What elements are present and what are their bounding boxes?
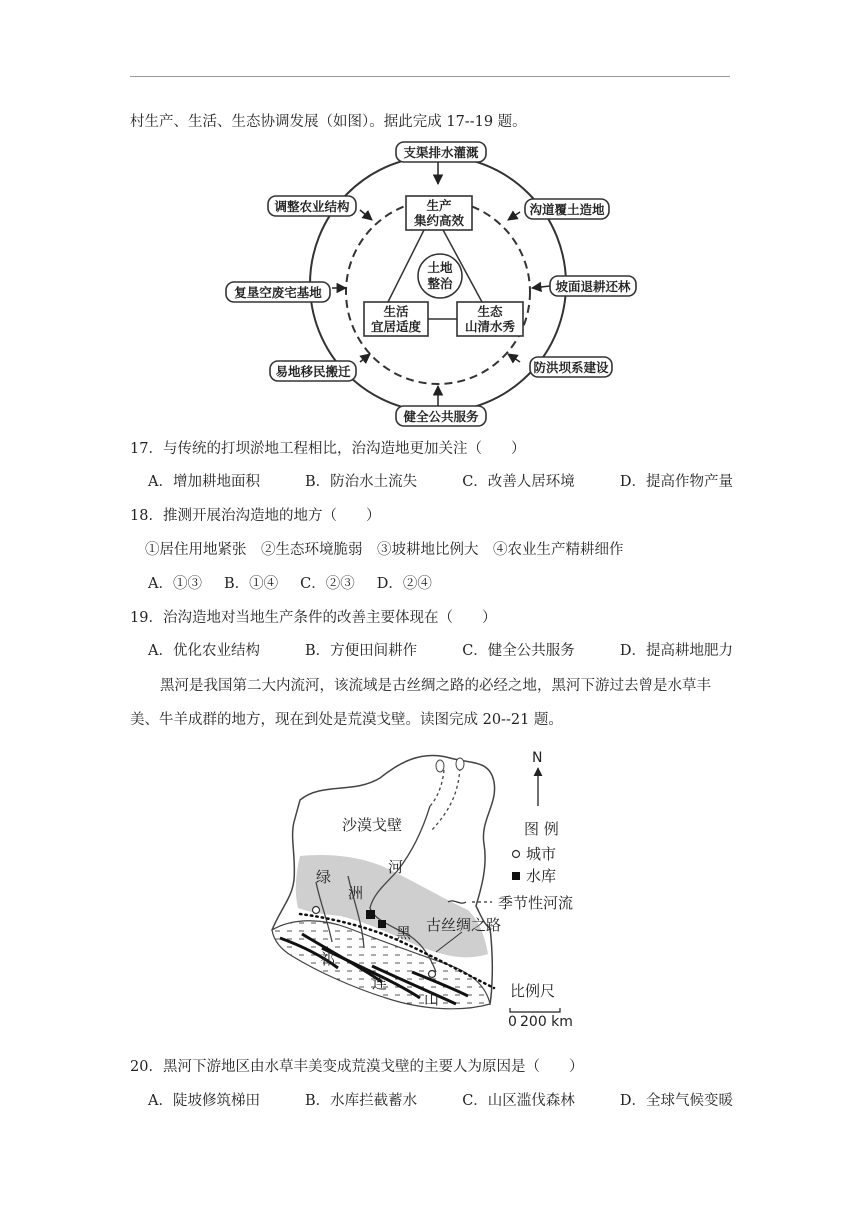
- inner-top-line1: 生产: [426, 198, 452, 213]
- desert-label: 沙漠戈壁: [342, 816, 403, 834]
- scale-zero: 0: [508, 1014, 517, 1030]
- mountain-label-1: 祁: [320, 950, 336, 968]
- mountain-label-3: 山: [424, 990, 440, 1008]
- option-d[interactable]: D．提高耕地肥力: [619, 643, 733, 659]
- reservoir-marker: [366, 910, 375, 919]
- option-d[interactable]: D．全球气候变暖: [619, 1093, 733, 1109]
- outer-left-label: 复垦空废宅基地: [234, 285, 322, 300]
- option-b[interactable]: B．方便田间耕作: [305, 643, 418, 659]
- question-18-statements: ①居住用地紧张 ②生态环境脆弱 ③坡耕地比例大 ④农业生产精耕细作: [145, 542, 624, 558]
- center-label-2: 整治: [427, 276, 453, 291]
- option-b[interactable]: B．水库拦截蓄水: [305, 1093, 418, 1109]
- scale-title: 比例尺: [510, 982, 556, 1000]
- legend-reservoir: 水库: [526, 867, 557, 885]
- question-19-stem: 19．治沟造地对当地生产条件的改善主要体现在（ ）: [130, 610, 497, 626]
- silk-road-label: 古丝绸之路: [426, 916, 502, 934]
- option-b[interactable]: B．防治水土流失: [305, 474, 418, 490]
- inner-right-line1: 生态: [477, 304, 503, 319]
- oasis-label-2: 洲: [348, 884, 364, 902]
- legend-seasonal-river: 季节性河流: [498, 894, 574, 912]
- outer-right-label: 坡面退耕还林: [555, 279, 631, 294]
- inner-top-line2: 集约高效: [413, 213, 465, 228]
- city-marker: [429, 971, 436, 978]
- question-17-options: [148, 472, 733, 492]
- question-18-options: [148, 574, 733, 594]
- outer-lower-left-label: 易地移民搬迁: [275, 364, 351, 379]
- mountain-label-2: 连: [372, 974, 388, 992]
- scale-200km: 200 km: [520, 1014, 573, 1030]
- question-20-options: [148, 1091, 733, 1111]
- center-label-1: 土地: [427, 260, 453, 275]
- option-d[interactable]: D．提高作物产量: [619, 474, 733, 490]
- question-19-options: [148, 641, 733, 661]
- outer-upper-left-label: 调整农业结构: [274, 199, 350, 214]
- option-d[interactable]: D．②④: [376, 576, 432, 592]
- option-c[interactable]: C．山区滥伐森林: [462, 1093, 575, 1109]
- outer-upper-right-label: 沟道覆土造地: [529, 202, 605, 217]
- question-17-stem: 17．与传统的打坝淤地工程相比，治沟造地更加关注（ ）: [130, 441, 526, 457]
- oasis-label-1: 绿: [316, 868, 332, 886]
- river-label-1: 河: [388, 858, 404, 876]
- river-label-2: 黑: [396, 924, 412, 942]
- passage-line-1: 黑河是我国第二大内流河，该流域是古丝绸之路的必经之地，黑河下游过去曾是水草丰: [160, 678, 711, 694]
- outer-bottom-label: 健全公共服务: [403, 409, 479, 424]
- intro-text: 村生产、生活、生态协调发展（如图）。据此完成 17--19 题。: [130, 114, 527, 130]
- legend-title: 图 例: [524, 820, 559, 838]
- city-marker: [313, 907, 320, 914]
- heihe-river-map: [262, 742, 598, 1034]
- question-20-stem: 20．黑河下游地区由水草丰美变成荒漠戈壁的主要人为原因是（ ）: [130, 1059, 584, 1075]
- option-a[interactable]: A．增加耕地面积: [148, 474, 260, 490]
- option-a[interactable]: A．优化农业结构: [148, 643, 260, 659]
- inner-left-line1: 生活: [383, 304, 409, 319]
- option-a[interactable]: A．陡坡修筑梯田: [148, 1093, 260, 1109]
- option-c[interactable]: C．改善人居环境: [462, 474, 575, 490]
- outer-top-label: 支渠排水灌溉: [403, 145, 479, 160]
- option-c[interactable]: C．健全公共服务: [462, 643, 575, 659]
- inner-left-line2: 宜居适度: [370, 319, 422, 334]
- north-label: N: [532, 750, 543, 766]
- outer-lower-right-label: 防洪坝系建设: [533, 360, 609, 375]
- option-b[interactable]: B．①④: [223, 576, 279, 592]
- legend-city: 城市: [526, 845, 557, 863]
- reservoir-marker: [378, 920, 386, 928]
- option-c[interactable]: C．②③: [300, 576, 355, 592]
- header-rule: [130, 76, 730, 77]
- passage-line-2: 美、牛羊成群的地方，现在到处是荒漠戈壁。读图完成 20--21 题。: [130, 712, 563, 728]
- inner-right-line2: 山清水秀: [464, 319, 516, 334]
- land-consolidation-diagram: [220, 136, 640, 428]
- option-a[interactable]: A．①③: [148, 576, 202, 592]
- question-18-stem: 18．推测开展治沟造地的地方（ ）: [130, 508, 381, 524]
